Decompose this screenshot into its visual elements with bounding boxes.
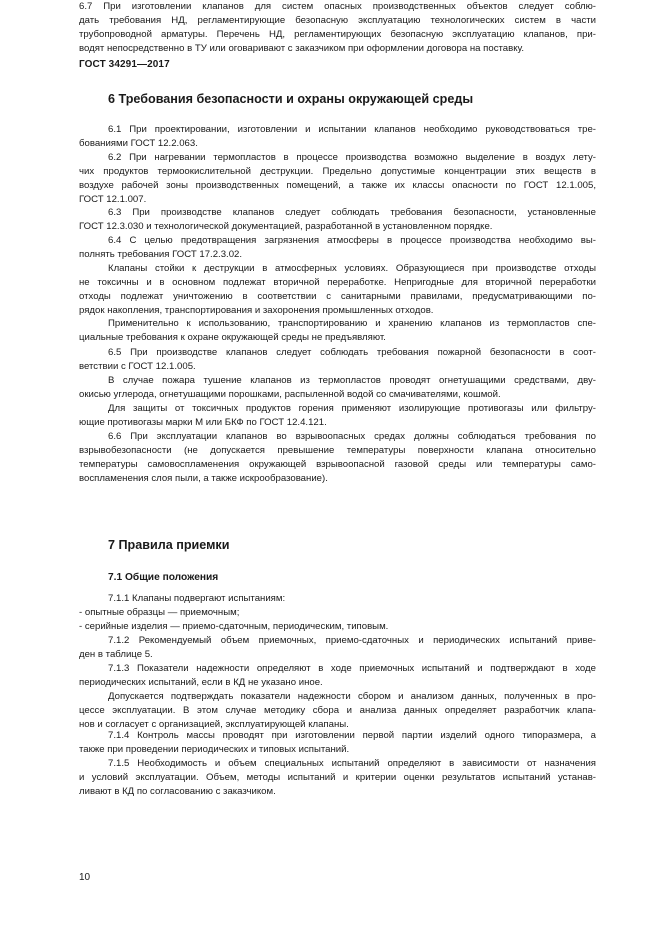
- paragraph-line: нов и согласует с организацией, эксплуатирующей клапаны.: [79, 718, 349, 730]
- paragraph: [79, 234, 596, 262]
- paragraph-line: ющие противогазы марки М или БКФ по ГОСТ 12.4.121.: [79, 416, 327, 428]
- paragraph-line: циальные требования к охране окружающей среды не предъявляют.: [79, 331, 386, 343]
- paragraph: [79, 346, 596, 374]
- paragraph-line: 6.6 При эксплуатации клапанов во взрывоопасных средах должны соблюдаться требования по: [108, 431, 596, 442]
- paragraph-line: чих продуктов термоокислительной деструкции. Предельно допустимые концентрации этих веществ в: [79, 165, 596, 177]
- paragraph-line: водят непосредственно в ТУ или оговаривают с заказчиком при оформлении договора на поставку.: [79, 42, 525, 54]
- paragraph: [79, 151, 596, 207]
- paragraph: [79, 662, 596, 690]
- paragraph: [79, 430, 596, 486]
- paragraph: [79, 757, 596, 799]
- paragraph: [79, 592, 596, 606]
- paragraph-line: Применительно к использованию, транспортированию и хранению клапанов из термопластов спе-: [108, 318, 596, 329]
- paragraph-line: дать требования НД, регламентирующие безопасную эксплуатацию технологических систем в части: [79, 14, 596, 26]
- paragraph: [79, 374, 596, 402]
- paragraph-line: 6.2 При нагревании термопластов в процессе производства возможно выделение в воздух лету-: [108, 152, 596, 163]
- paragraph: [79, 262, 596, 318]
- paragraph-line: 6.5 При производстве клапанов следует соблюдать требования пожарной безопасности в соот-: [108, 347, 596, 358]
- paragraph-line: окисью углерода, огнетушащими порошками, распыленной водой со смачивателями, кошмой.: [79, 388, 501, 400]
- paragraph: [79, 606, 596, 620]
- paragraph: [79, 0, 596, 56]
- paragraph-line: - серийные изделия — приемо-сдаточным, периодическим, типовым.: [79, 621, 389, 632]
- paragraph: [79, 620, 596, 634]
- paragraph-line: В случае пожара тушение клапанов из термопластов проводят огнетушащими средствами, дву-: [108, 375, 596, 386]
- paragraph: [79, 317, 596, 345]
- paragraph-line: 7.1.5 Необходимость и объем специальных испытаний определяют в зависимости от назначения: [108, 758, 596, 769]
- document-header: ГОСТ 34291—2017: [79, 59, 170, 70]
- paragraph: [79, 206, 596, 234]
- paragraph-line: Клапаны стойки к деструкции в атмосферных условиях. Образующиеся при производстве отходы: [108, 263, 596, 274]
- paragraph-line: - опытные образцы — приемочным;: [79, 607, 240, 618]
- section-7-1-title: 7.1 Общие положения: [108, 572, 219, 583]
- paragraph-line: 6.7 При изготовлении клапанов для систем опасных производственных объектов следует соблю-: [79, 1, 596, 12]
- paragraph-line: не токсичны и в основном подлежат вторичной переработке. Непригодные для вторичной переработки: [79, 276, 596, 288]
- paragraph-line: Для защиты от токсичных продуктов горения применяют изолирующие противогазы или фильтру-: [108, 403, 596, 414]
- paragraph-line: рядок накопления, транспортирования и захоронения промышленных отходов.: [79, 304, 434, 316]
- paragraph-line: ветствии с ГОСТ 12.1.005.: [79, 360, 196, 372]
- paragraph-line: Допускается подтверждать показатели надежности сбором и анализом данных, полученных в про-: [108, 691, 596, 702]
- paragraph-line: цессе эксплуатации. В этом случае методику сбора и анализа данных определяет разработчик клапа-: [79, 704, 596, 716]
- paragraph-line: отходы подлежат уничтожению в соответствии с санитарными правилами, предусматривающими по-: [79, 290, 596, 302]
- paragraph-line: 6.3 При производстве клапанов следует соблюдать требования безопасности, установленные: [108, 207, 596, 218]
- paragraph: [79, 402, 596, 430]
- paragraph-line: воздухе рабочей зоны производственных помещений, а также их классы опасности по ГОСТ 12.1.005,: [79, 179, 596, 191]
- paragraph-line: ГОСТ 12.1.007.: [79, 193, 147, 205]
- paragraph-line: также при проведении периодических и типовых испытаний.: [79, 743, 350, 755]
- section-6-title: 6 Требования безопасности и охраны окружающей среды: [108, 92, 474, 106]
- paragraph-line: воспламенения слоя пыли, а также искрообразование).: [79, 472, 328, 484]
- paragraph-line: 7.1.4 Контроль массы проводят при изготовлении первой партии изделий одного типоразмера, а: [108, 730, 596, 741]
- page-number: 10: [79, 872, 91, 883]
- paragraph-line: бованиями ГОСТ 12.2.063.: [79, 137, 198, 149]
- paragraph-line: полнять требования ГОСТ 17.2.3.02.: [79, 248, 243, 260]
- paragraph-line: периодических испытаний, если в КД не указано иное.: [79, 676, 323, 688]
- paragraph-line: 6.1 При проектировании, изготовлении и испытании клапанов необходимо руководствоваться тре-: [108, 124, 596, 135]
- paragraph-line: 7.1.2 Рекомендуемый объем приемочных, приемо-сдаточных и периодических испытаний приве-: [108, 635, 596, 646]
- paragraph-line: трубопроводной арматуры. Перечень НД, регламентирующих безопасную эксплуатацию клапанов, при-: [79, 28, 596, 40]
- paragraph: [79, 123, 596, 151]
- paragraph: [79, 690, 596, 732]
- paragraph: [79, 729, 596, 757]
- paragraph-line: 6.4 С целью предотвращения загрязнения атмосферы в процессе производства необходимо вы-: [108, 235, 596, 246]
- paragraph-line: и условий эксплуатации. Объем, методы испытаний и критерии оценки результатов испытаний устанав-: [79, 771, 596, 783]
- paragraph-line: ден в таблице 5.: [79, 648, 153, 660]
- paragraph: [79, 634, 596, 662]
- paragraph-line: 7.1.3 Показатели надежности определяют в ходе приемочных испытаний и подтверждают в ходе: [108, 663, 596, 674]
- paragraph-line: 7.1.1 Клапаны подвергают испытаниям:: [108, 593, 286, 604]
- paragraph-line: ливают в КД по согласованию с заказчиком.: [79, 785, 276, 797]
- paragraph-line: температуры самовоспламенения окружающей взрывоопасной газовой среды или температуры само-: [79, 458, 596, 470]
- paragraph-line: взрывобезопасности (не допускается превышение температуры поверхности клапана относительно: [79, 444, 596, 456]
- section-7-title: 7 Правила приемки: [108, 538, 230, 552]
- paragraph-line: ГОСТ 12.3.030 и технологической документацией, разработанной в установленном порядке.: [79, 220, 493, 232]
